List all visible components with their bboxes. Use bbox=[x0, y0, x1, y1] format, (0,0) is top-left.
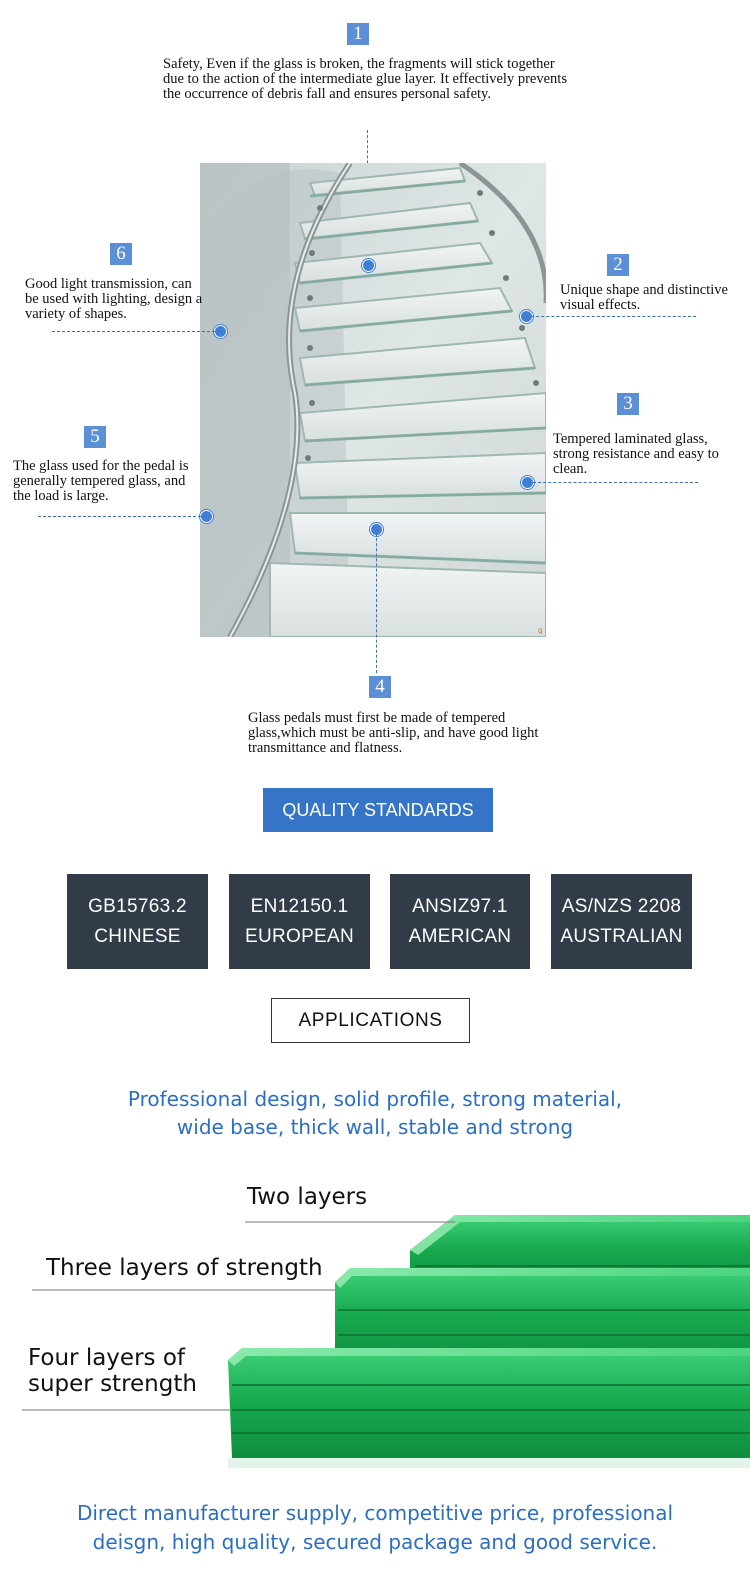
layer-label-three: Three layers of strength bbox=[46, 1255, 323, 1281]
standard-code: AS/NZS 2208 bbox=[561, 896, 682, 917]
badge-6: 6 bbox=[110, 243, 132, 265]
glass-layers-illustration bbox=[0, 1170, 750, 1470]
leader-2 bbox=[526, 316, 696, 317]
marker-1 bbox=[362, 259, 375, 272]
quality-standards-banner: QUALITY STANDARDS bbox=[263, 788, 493, 832]
standard-european bbox=[229, 874, 370, 969]
standard-region: AMERICAN bbox=[408, 926, 512, 947]
standard-region: EUROPEAN bbox=[244, 926, 355, 947]
standard-american bbox=[390, 874, 530, 969]
layer-label-four bbox=[28, 1345, 197, 1397]
tagline-line-2: wide base, thick wall, stable and strong bbox=[176, 1115, 574, 1139]
applications-heading: APPLICATIONS bbox=[271, 998, 470, 1043]
feature-3-text: Tempered laminated glass, strong resistance and easy to clean. bbox=[553, 431, 719, 477]
badge-1: 1 bbox=[347, 23, 369, 45]
standard-australian bbox=[551, 874, 692, 969]
staircase-photo bbox=[200, 163, 546, 637]
badge-3: 3 bbox=[617, 393, 639, 415]
leader-5 bbox=[38, 516, 206, 517]
feature-4-text: Glass pedals must first be made of tempered glass,which must be anti-slip, and have good light transmittance and flatness. bbox=[248, 710, 539, 756]
standard-region: CHINESE bbox=[94, 926, 181, 947]
footer-line-1: Direct manufacturer supply, competitive price, professional bbox=[76, 1501, 674, 1525]
tagline-line-1: Professional design, solid profile, strong material, bbox=[127, 1087, 623, 1111]
badge-5: 5 bbox=[84, 426, 106, 448]
leader-3 bbox=[528, 482, 698, 483]
layer-label-two: Two layers bbox=[247, 1184, 368, 1210]
feature-1-text: Safety, Even if the glass is broken, the fragments will stick together due to the action of the intermediate glue layer. It effectively prevents the occurrence of debris fall and ensures personal safety. bbox=[163, 56, 567, 102]
footer-line-2: deisgn, high quality, secured package and good service. bbox=[92, 1530, 658, 1554]
feature-5-text: The glass used for the pedal is generally tempered glass, and the load is large. bbox=[13, 458, 189, 504]
standard-region: AUSTRALIAN bbox=[560, 926, 683, 947]
standard-code: EN12150.1 bbox=[250, 896, 349, 917]
layer-label-four-line-2: super strength bbox=[28, 1371, 197, 1397]
leader-4 bbox=[376, 528, 377, 673]
badge-4: 4 bbox=[369, 676, 391, 698]
feature-2-text: Unique shape and distinctive visual effects. bbox=[560, 282, 728, 313]
standard-code: GB15763.2 bbox=[88, 896, 187, 917]
standard-code: ANSIZ97.1 bbox=[412, 896, 508, 917]
badge-2: 2 bbox=[607, 254, 629, 276]
leader-6 bbox=[52, 331, 220, 332]
layer-label-four-line-1: Four layers of bbox=[28, 1345, 185, 1371]
standard-chinese bbox=[67, 874, 208, 969]
feature-6-text: Good light transmission, can be used with lighting, design a variety of shapes. bbox=[25, 276, 203, 322]
svg-text:q: q bbox=[538, 626, 543, 635]
